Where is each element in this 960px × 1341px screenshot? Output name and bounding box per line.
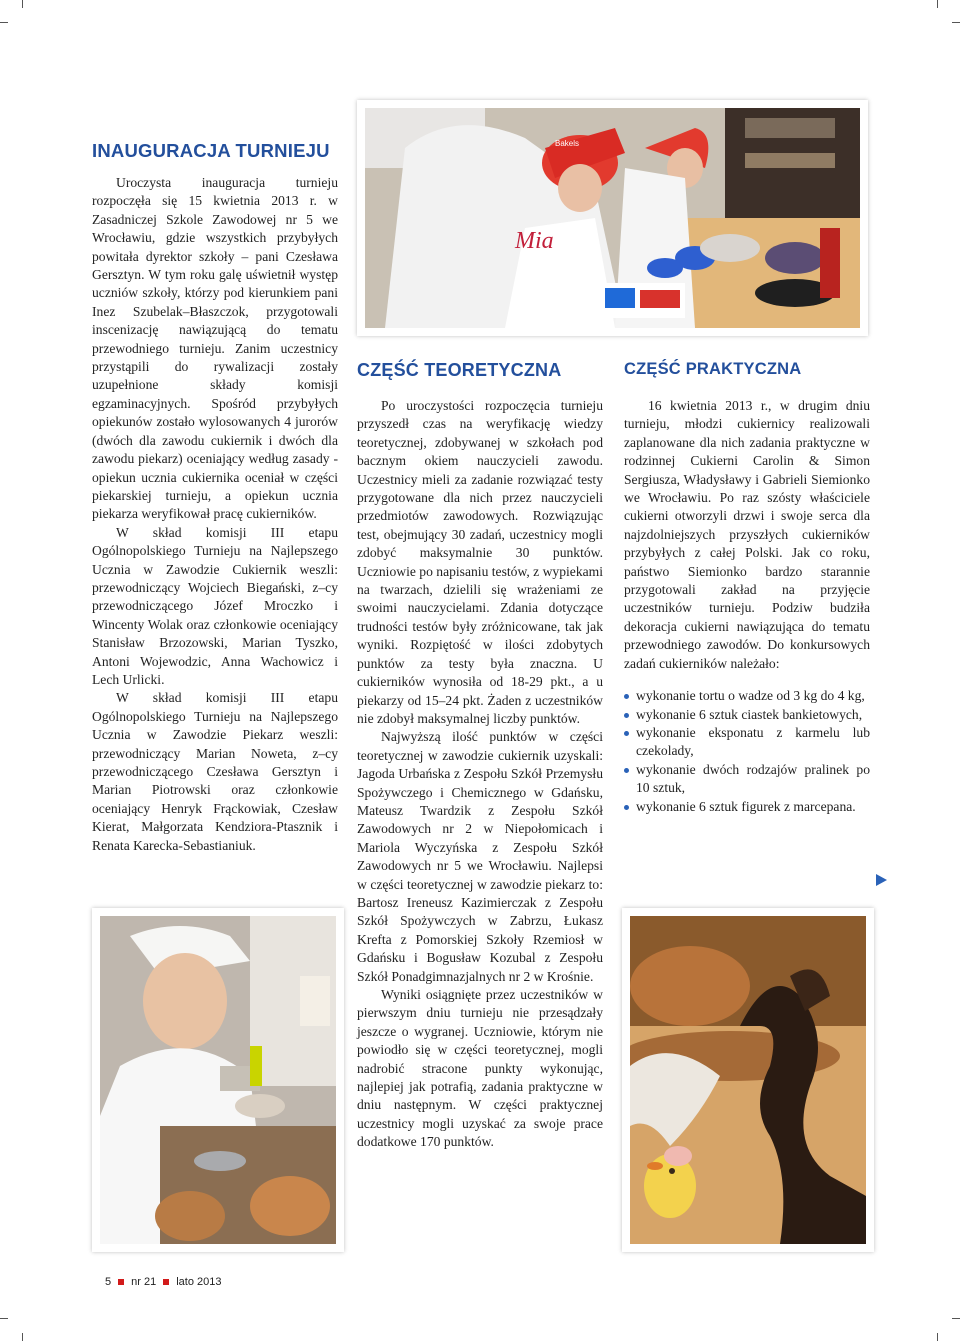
page-number: 5 [105,1276,112,1288]
theoretical-text [357,397,603,1152]
issue-number: nr 21 [131,1276,157,1288]
chocolate-swan-illustration [630,916,866,1244]
paragraph: Uroczysta inauguracja turnieju rozpoczęła się 15 kwietnia 2013 r. w Zasadniczej Szkole Zawodowej nr 5 we Wrocławiu, gdzie wszystkich przybyłych powitała dyrektor szkoły – pani Czesława Gersztyn. W tym roku galę uświetnił występ uczniów szkoły, którzy pod kierunkiem pani Inez Szubelak–Błaszczok, przygotowali inscenizację nawiązującą do tematu przewodniego turnieju. Zanim uczestnicy przystąpili do rywalizacji zostały uzupełnione składy komisji egzaminacyjnych. Spośród przybyłych opiekunów zostało wylosowanych 4 jurorów (dwóch dla zawodu cukiernik i dwóch dla zawodu piekarz) oceniający według zasady - opiekun ucznia cukiernika oceniał w części piekarskiej turnieju, a opiekun ucznia piekarza weryfikował pracę cukierników. [92,175,338,522]
continue-arrow-icon [876,874,887,886]
separator-square-icon [163,1279,169,1285]
apron-text: Mia [515,228,554,254]
left-column [92,140,338,855]
paragraph: Najwyższą ilość punktów w części teoretycznej w zawodzie cukiernik uzyskali: Jagoda Urbańska z Zespołu Szkół Przemysłu Spożywczego i Chemicznego w Gdańsku, Mateusz Twardzik z Zespołu Szkół Zawodowych nr 2 w Niepołomicach i Mariola Wyczyńska z Zespołu Szkół Zawodowych nr 5 we Wrocławiu. Najlepsi w części teoretycznej w zawodzie piekarz to: Bartosz Ireneusz Kazimierczak z Zespołu Szkół Spożywczych w Zabrzu, Łukasz Krefta z Pomorskiej Szkoły Rzemiosł w Gdańsku i Bogusław Kozubal z Zespołu Szkół Ponadgimnazjalnych nr 2 w Krośnie. [357,729,603,984]
paragraph: W skład komisji III etapu Ogólnopolskiego Turnieju na Najlepszego Ucznia w Zawodzie Cukiernik weszli: przewodniczący Wojciech Biegański, z–cy przewodniczącego Józef Mroczko i Wincenty Wolak oraz członkowie oceniający Stanisław Brzozowski, Marian Tyszko, Antoni Wojewodzic, Anna Wachowicz i Lech Urlicki. [92,524,338,687]
paragraph: Po uroczystości rozpoczęcia turnieju przyszedł czas na weryfikację wiedzy teoretycznej, zdobywanej w szkołach pod bacznym okiem nauczycieli zawodu. Uczestnicy mieli za zadanie rozwiązać testy przygotowane dla nich przez nauczycieli przedmiotów zawodowych. Rozwiązując test, obejmujący 30 zadań, uczestnicy mogli zdobyć maksymalnie 30 punktów. Uczniowie po napisaniu testów, z wypiekami na twarzach, dzielili się wrażeniami ze swoimi nauczycielami. Zdania dotyczące trudności testów były zróżnicowane, tak jak wyniki. Rozpiętość w ilości zdobytych punktów za testy była znaczna. U cukierników wynosiła od 18-29 pkt., a u piekarzy od 15–24 pkt. Żaden z uczestników nie zdobył maksymalnej liczby punktów. [357,398,604,726]
list-item: wykonanie 6 sztuk figurek z marcepana. [624,798,870,816]
crop-mark [952,1318,960,1319]
crop-mark [0,22,8,23]
crop-mark [22,0,23,8]
photo-baker-working [92,908,344,1252]
photo-image [630,916,866,1244]
crop-mark [937,1333,938,1341]
list-item: wykonanie 6 sztuk ciastek bankietowych, [624,706,870,724]
section-title-inauguration: INAUGURACJA TURNIEJU [92,140,330,161]
list-item: wykonanie eksponatu z karmelu lub czekolady, [624,724,870,761]
paragraph: 16 kwietnia 2013 r., w drugim dniu turnieju, młodzi cukiernicy realizowali zaplanowane dla nich zadania praktyczne w rodzinnej Cukierni Carolin & Simon Sergiusza, Władysławy i Gabrieli Siemionko we Wrocławiu. Po raz szósty właściciele cukierni otworzyli drzwi i swoje serca dla najzdolniejszych przyszłych cukierników przybyłych z całej Polski. Jak co roku, państwo Siemionko bardzo starannie przygotowali zakład na przyjęcie uczestników turnieju. Podziw budziła dekoracja cukierni nawiązująca do tematu przewodniego zawodów. Do konkursowych zadań cukierników należało: [624,398,870,671]
crop-mark [952,22,960,23]
crop-mark [0,1318,8,1319]
issue-season: lato 2013 [176,1276,222,1288]
photo-chocolate-swan [622,908,874,1252]
paragraph: W skład komisji III etapu Ogólnopolskiego Turnieju na Najlepszego Ucznia w Zawodzie Piekarz weszli: przewodniczący Marian Noweta, z–cy przewodniczącego Czesława Gersztyn i Marian Piotrowski oraz członkowie oceniający Henryk Frąckowiak, Czesław Kierat, Małgorzata Kendziora-Ptasznik i Renata Karecka-Sebastianiuk. [92,690,338,853]
practical-text [624,397,870,816]
cap-text: Bakels [555,139,580,148]
page-footer [105,1276,221,1288]
list-item: wykonanie tortu o wadze od 3 kg do 4 kg, [624,687,870,705]
list-item: wykonanie dwóch rodzajów pralinek po 10 sztuk, [624,761,870,798]
confectioners-illustration [365,108,860,328]
photo-confectioners-decorating [357,100,868,336]
crop-mark [937,0,938,8]
tasks-list [624,687,870,816]
separator-square-icon [118,1279,124,1285]
baker-illustration [100,916,336,1244]
right-column [624,360,870,816]
photo-image [365,108,860,328]
section-title-practical: CZĘŚĆ PRAKTYCZNA [624,360,802,378]
paragraph: Wyniki osiągnięte przez uczestników w pierwszym dniu turnieju nie przesądzały jeszcze o wygranej. Uczniowie, którym nie powiodło się w części teoretycznej, mogli nadrobić stracone punkty wykonując, najlepiej jak potrafią, zadania praktyczne w dniu następnym. W części praktycznej uczestnicy mogli uzyskać za swoje prace dodatkowe 170 punktów. [357,987,603,1150]
middle-column [357,360,603,1152]
photo-image [100,916,336,1244]
section-title-theoretical: CZĘŚĆ TEORETYCZNA [357,360,562,380]
inauguration-text [92,174,338,855]
crop-mark [22,1333,23,1341]
